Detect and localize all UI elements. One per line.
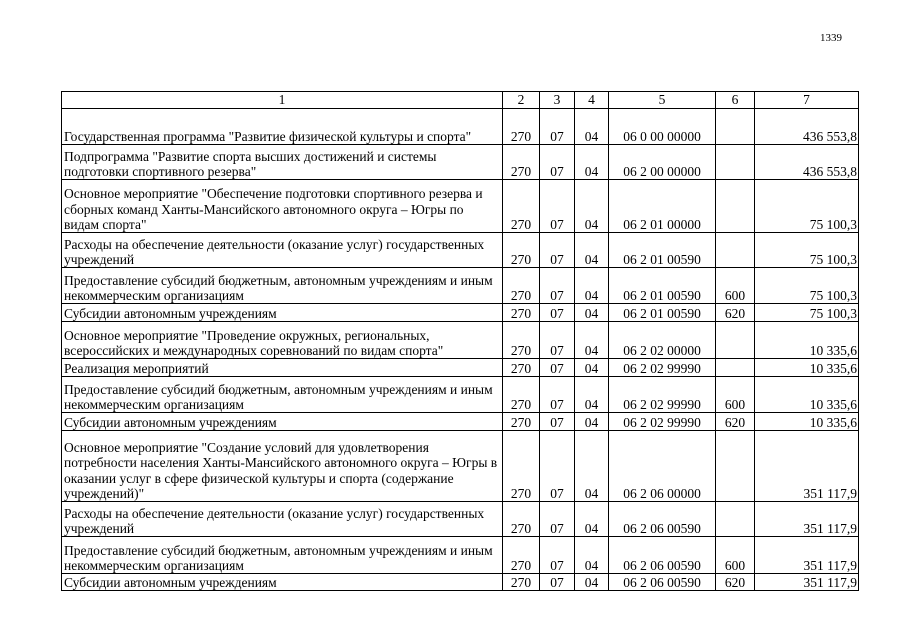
section-code: 07: [540, 574, 575, 591]
expense-name: Расходы на обеспечение деятельности (оказание услуг) государственных учреждений: [62, 502, 503, 537]
expense-type-code: [716, 431, 755, 502]
target-article-code: 06 2 06 00590: [609, 537, 716, 574]
ministry-code: 270: [503, 413, 540, 431]
section-code: 07: [540, 502, 575, 537]
target-article-code: 06 2 02 99990: [609, 413, 716, 431]
amount: 436 553,8: [755, 145, 859, 180]
header-cell-7: 7: [755, 92, 859, 109]
subsection-code: 04: [575, 431, 609, 502]
header-cell-3: 3: [540, 92, 575, 109]
expense-name: Государственная программа "Развитие физической культуры и спорта": [62, 109, 503, 145]
expense-type-code: [716, 233, 755, 268]
amount: 351 117,9: [755, 502, 859, 537]
expense-type-code: [716, 359, 755, 377]
ministry-code: 270: [503, 574, 540, 591]
ministry-code: 270: [503, 180, 540, 233]
target-article-code: 06 2 06 00000: [609, 431, 716, 502]
expense-name: Субсидии автономным учреждениям: [62, 413, 503, 431]
expense-name: Субсидии автономным учреждениям: [62, 304, 503, 322]
section-code: 07: [540, 537, 575, 574]
table-row: [62, 233, 859, 268]
ministry-code: 270: [503, 502, 540, 537]
budget-table-body: [62, 92, 859, 591]
ministry-code: 270: [503, 109, 540, 145]
target-article-code: 06 2 00 00000: [609, 145, 716, 180]
expense-name: Подпрограмма "Развитие спорта высших достижений и системы подготовки спортивного резерва": [62, 145, 503, 180]
subsection-code: 04: [575, 413, 609, 431]
target-article-code: 06 2 06 00590: [609, 502, 716, 537]
subsection-code: 04: [575, 322, 609, 359]
expense-name: Основное мероприятие "Проведение окружных, региональных, всероссийских и международных соревнований по видам спорта": [62, 322, 503, 359]
section-code: 07: [540, 304, 575, 322]
amount: 75 100,3: [755, 180, 859, 233]
section-code: 07: [540, 377, 575, 413]
expense-name: Субсидии автономным учреждениям: [62, 574, 503, 591]
table-row: [62, 359, 859, 377]
expense-name: Предоставление субсидий бюджетным, автономным учреждениям и иным некоммерческим организациям: [62, 268, 503, 304]
table-row: [62, 413, 859, 431]
expense-type-code: 620: [716, 304, 755, 322]
amount: 10 335,6: [755, 377, 859, 413]
section-code: 07: [540, 109, 575, 145]
expense-type-code: [716, 322, 755, 359]
expense-name: Реализация мероприятий: [62, 359, 503, 377]
header-cell-6: 6: [716, 92, 755, 109]
ministry-code: 270: [503, 145, 540, 180]
amount: 75 100,3: [755, 233, 859, 268]
table-row: [62, 268, 859, 304]
section-code: 07: [540, 233, 575, 268]
target-article-code: 06 2 01 00590: [609, 268, 716, 304]
expense-type-code: [716, 145, 755, 180]
amount: 75 100,3: [755, 268, 859, 304]
subsection-code: 04: [575, 574, 609, 591]
target-article-code: 06 2 06 00590: [609, 574, 716, 591]
header-cell-1: 1: [62, 92, 503, 109]
ministry-code: 270: [503, 359, 540, 377]
table-row: [62, 574, 859, 591]
expense-name: Основное мероприятие "Обеспечение подготовки спортивного резерва и сборных команд Ханты-Мансийского автономного округа – Югры по видам спорта": [62, 180, 503, 233]
target-article-code: 06 2 02 00000: [609, 322, 716, 359]
section-code: 07: [540, 413, 575, 431]
section-code: 07: [540, 431, 575, 502]
amount: 10 335,6: [755, 322, 859, 359]
expense-type-code: 620: [716, 574, 755, 591]
target-article-code: 06 0 00 00000: [609, 109, 716, 145]
section-code: 07: [540, 322, 575, 359]
page-number: 1339: [820, 32, 842, 44]
ministry-code: 270: [503, 377, 540, 413]
target-article-code: 06 2 01 00590: [609, 304, 716, 322]
expense-name: Предоставление субсидий бюджетным, автономным учреждениям и иным некоммерческим организациям: [62, 537, 503, 574]
ministry-code: 270: [503, 304, 540, 322]
target-article-code: 06 2 01 00590: [609, 233, 716, 268]
expense-type-code: [716, 180, 755, 233]
subsection-code: 04: [575, 304, 609, 322]
header-cell-5: 5: [609, 92, 716, 109]
expense-name: Основное мероприятие "Создание условий для удовлетворения потребности населения Ханты-Мансийского автономного округа – Югры в оказании услуг в сфере физической культуры и спорта (содержание учреждений)": [62, 431, 503, 502]
amount: 10 335,6: [755, 413, 859, 431]
subsection-code: 04: [575, 145, 609, 180]
table-row: [62, 431, 859, 502]
table-row: [62, 502, 859, 537]
expense-type-code: [716, 109, 755, 145]
table-row: [62, 322, 859, 359]
expense-name: Предоставление субсидий бюджетным, автономным учреждениям и иным некоммерческим организациям: [62, 377, 503, 413]
amount: 351 117,9: [755, 431, 859, 502]
table-row: [62, 537, 859, 574]
section-code: 07: [540, 145, 575, 180]
expense-type-code: 600: [716, 377, 755, 413]
subsection-code: 04: [575, 109, 609, 145]
amount: 10 335,6: [755, 359, 859, 377]
table-row: [62, 180, 859, 233]
expense-type-code: [716, 502, 755, 537]
table-row: [62, 145, 859, 180]
expense-type-code: 620: [716, 413, 755, 431]
amount: 436 553,8: [755, 109, 859, 145]
header-cell-2: 2: [503, 92, 540, 109]
amount: 351 117,9: [755, 537, 859, 574]
target-article-code: 06 2 01 00000: [609, 180, 716, 233]
table-row: [62, 377, 859, 413]
subsection-code: 04: [575, 502, 609, 537]
subsection-code: 04: [575, 377, 609, 413]
subsection-code: 04: [575, 233, 609, 268]
section-code: 07: [540, 359, 575, 377]
section-code: 07: [540, 268, 575, 304]
expense-type-code: 600: [716, 537, 755, 574]
ministry-code: 270: [503, 431, 540, 502]
ministry-code: 270: [503, 268, 540, 304]
ministry-code: 270: [503, 322, 540, 359]
table-header-row: [62, 92, 859, 109]
subsection-code: 04: [575, 268, 609, 304]
section-code: 07: [540, 180, 575, 233]
ministry-code: 270: [503, 537, 540, 574]
target-article-code: 06 2 02 99990: [609, 377, 716, 413]
expense-type-code: 600: [716, 268, 755, 304]
amount: 351 117,9: [755, 574, 859, 591]
subsection-code: 04: [575, 180, 609, 233]
expense-name: Расходы на обеспечение деятельности (оказание услуг) государственных учреждений: [62, 233, 503, 268]
table-row: [62, 109, 859, 145]
table-row: [62, 304, 859, 322]
subsection-code: 04: [575, 359, 609, 377]
budget-table: [61, 91, 859, 591]
ministry-code: 270: [503, 233, 540, 268]
subsection-code: 04: [575, 537, 609, 574]
target-article-code: 06 2 02 99990: [609, 359, 716, 377]
header-cell-4: 4: [575, 92, 609, 109]
amount: 75 100,3: [755, 304, 859, 322]
